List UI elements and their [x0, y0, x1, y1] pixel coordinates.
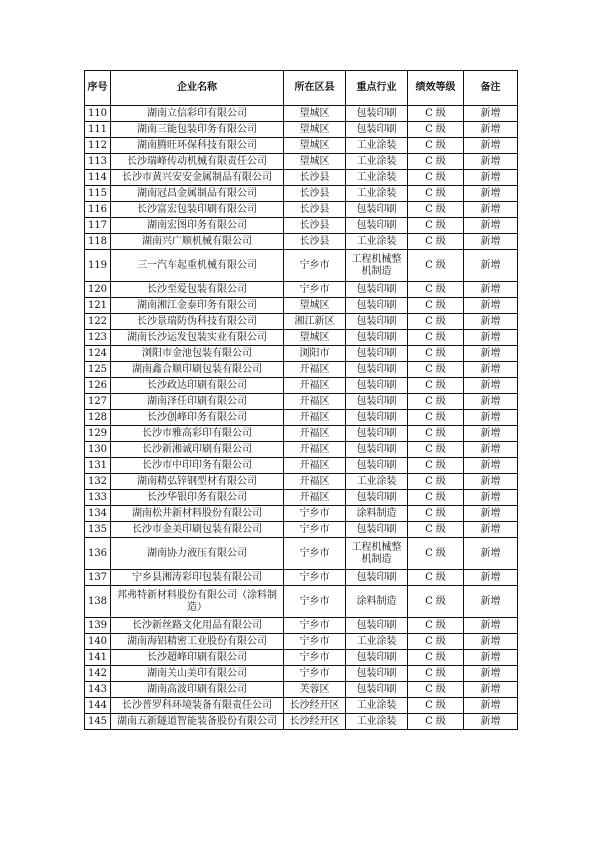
district: 长沙县: [284, 202, 346, 218]
industry: 包装印刷: [346, 218, 408, 234]
district: 宁乡市: [284, 618, 346, 634]
district: 长沙经开区: [284, 698, 346, 714]
table-row: [85, 314, 518, 330]
company-name: 长沙新湘诚印刷有限公司: [111, 442, 284, 458]
performance-grade: C 级: [408, 218, 464, 234]
performance-grade: C 级: [408, 442, 464, 458]
company-name: 湖南松井新材料股份有限公司: [111, 506, 284, 522]
table-body: [85, 106, 518, 730]
performance-grade: C 级: [408, 522, 464, 538]
table-row: [85, 170, 518, 186]
row-number: 128: [85, 410, 111, 426]
district: 宁乡市: [284, 666, 346, 682]
district: 望城区: [284, 330, 346, 346]
table-header: [85, 71, 518, 106]
industry: 包装印刷: [346, 522, 408, 538]
company-name: 湖南高波印刷有限公司: [111, 682, 284, 698]
district: 浏阳市: [284, 346, 346, 362]
performance-grade: C 级: [408, 682, 464, 698]
remark: 新增: [464, 426, 518, 442]
table-row: [85, 330, 518, 346]
table-row: [85, 426, 518, 442]
remark: 新增: [464, 298, 518, 314]
row-number: 114: [85, 170, 111, 186]
remark: 新增: [464, 314, 518, 330]
company-name: 长沙创峰印务有限公司: [111, 410, 284, 426]
remark: 新增: [464, 586, 518, 618]
performance-grade: C 级: [408, 298, 464, 314]
industry: 工业涂装: [346, 154, 408, 170]
performance-grade: C 级: [408, 362, 464, 378]
industry: 包装印刷: [346, 362, 408, 378]
performance-grade: C 级: [408, 282, 464, 298]
performance-grade: C 级: [408, 170, 464, 186]
performance-grade: C 级: [408, 698, 464, 714]
district: 望城区: [284, 106, 346, 122]
district: 宁乡市: [284, 282, 346, 298]
district: 长沙县: [284, 170, 346, 186]
table-row: [85, 378, 518, 394]
row-number: 139: [85, 618, 111, 634]
district: 宁乡市: [284, 506, 346, 522]
district: 望城区: [284, 138, 346, 154]
district: 宁乡市: [284, 538, 346, 570]
industry: 包装印刷: [346, 106, 408, 122]
district: 宁乡市: [284, 586, 346, 618]
table-row: [85, 186, 518, 202]
row-number: 121: [85, 298, 111, 314]
industry: 包装印刷: [346, 378, 408, 394]
row-number: 135: [85, 522, 111, 538]
performance-grade: C 级: [408, 202, 464, 218]
industry: 涂料制造: [346, 506, 408, 522]
row-number: 143: [85, 682, 111, 698]
row-number: 112: [85, 138, 111, 154]
table-row: [85, 282, 518, 298]
performance-grade: C 级: [408, 666, 464, 682]
industry: 包装印刷: [346, 282, 408, 298]
remark: 新增: [464, 650, 518, 666]
performance-grade: C 级: [408, 186, 464, 202]
header-number: 序号: [85, 71, 111, 106]
company-name: 湖南精弘锌钢型材有限公司: [111, 474, 284, 490]
table-row: [85, 442, 518, 458]
district: 开福区: [284, 362, 346, 378]
table-row: [85, 298, 518, 314]
remark: 新增: [464, 138, 518, 154]
performance-grade: C 级: [408, 618, 464, 634]
table-row: [85, 458, 518, 474]
table-row: [85, 570, 518, 586]
row-number: 131: [85, 458, 111, 474]
remark: 新增: [464, 490, 518, 506]
company-name: 湖南五新隧道智能装备股份有限公司: [111, 714, 284, 730]
district: 宁乡市: [284, 250, 346, 282]
table-row: [85, 410, 518, 426]
remark: 新增: [464, 474, 518, 490]
table-row: [85, 154, 518, 170]
remark: 新增: [464, 346, 518, 362]
row-number: 116: [85, 202, 111, 218]
table-row: [85, 394, 518, 410]
performance-grade: C 级: [408, 714, 464, 730]
industry: 包装印刷: [346, 394, 408, 410]
district: 长沙县: [284, 218, 346, 234]
performance-grade: C 级: [408, 506, 464, 522]
row-number: 127: [85, 394, 111, 410]
row-number: 137: [85, 570, 111, 586]
district: 长沙经开区: [284, 714, 346, 730]
district: 望城区: [284, 298, 346, 314]
company-name: 湖南三能包装印务有限公司: [111, 122, 284, 138]
remark: 新增: [464, 458, 518, 474]
industry: 包装印刷: [346, 426, 408, 442]
company-name: 宁乡县湘涛彩印包装有限公司: [111, 570, 284, 586]
row-number: 145: [85, 714, 111, 730]
table-row: [85, 250, 518, 282]
industry: 包装印刷: [346, 122, 408, 138]
performance-grade: C 级: [408, 634, 464, 650]
row-number: 120: [85, 282, 111, 298]
industry: 包装印刷: [346, 202, 408, 218]
company-name: 长沙市金美印刷包装有限公司: [111, 522, 284, 538]
table-row: [85, 362, 518, 378]
row-number: 140: [85, 634, 111, 650]
row-number: 111: [85, 122, 111, 138]
district: 开福区: [284, 394, 346, 410]
remark: 新增: [464, 378, 518, 394]
performance-grade: C 级: [408, 570, 464, 586]
company-name: 浏阳市金池包装有限公司: [111, 346, 284, 362]
industry: 包装印刷: [346, 298, 408, 314]
industry: 工业涂装: [346, 138, 408, 154]
company-name: 长沙瑞峰传动机械有限责任公司: [111, 154, 284, 170]
enterprise-table: [84, 70, 518, 730]
industry: 涂料制造: [346, 586, 408, 618]
table-row: [85, 682, 518, 698]
industry: 包装印刷: [346, 490, 408, 506]
company-name: 长沙至爱包装有限公司: [111, 282, 284, 298]
district: 开福区: [284, 474, 346, 490]
industry: 包装印刷: [346, 346, 408, 362]
performance-grade: C 级: [408, 538, 464, 570]
remark: 新增: [464, 506, 518, 522]
header-company-name: 企业名称: [111, 71, 284, 106]
industry: 包装印刷: [346, 682, 408, 698]
row-number: 122: [85, 314, 111, 330]
remark: 新增: [464, 698, 518, 714]
performance-grade: C 级: [408, 314, 464, 330]
district: 开福区: [284, 378, 346, 394]
remark: 新增: [464, 410, 518, 426]
table-row: [85, 714, 518, 730]
industry: 包装印刷: [346, 330, 408, 346]
industry: 工业涂装: [346, 474, 408, 490]
performance-grade: C 级: [408, 234, 464, 250]
remark: 新增: [464, 442, 518, 458]
table-row: [85, 346, 518, 362]
remark: 新增: [464, 122, 518, 138]
remark: 新增: [464, 618, 518, 634]
table-row: [85, 698, 518, 714]
table-row: [85, 522, 518, 538]
company-name: 湖南泽任印刷有限公司: [111, 394, 284, 410]
row-number: 129: [85, 426, 111, 442]
performance-grade: C 级: [408, 138, 464, 154]
industry: 工业涂装: [346, 698, 408, 714]
industry: 工程机械整机制造: [346, 250, 408, 282]
district: 开福区: [284, 442, 346, 458]
remark: 新增: [464, 330, 518, 346]
company-name: 湖南海铝精密工业股份有限公司: [111, 634, 284, 650]
performance-grade: C 级: [408, 378, 464, 394]
remark: 新增: [464, 282, 518, 298]
row-number: 134: [85, 506, 111, 522]
performance-grade: C 级: [408, 586, 464, 618]
row-number: 136: [85, 538, 111, 570]
row-number: 115: [85, 186, 111, 202]
company-name: 湖南协力液压有限公司: [111, 538, 284, 570]
industry: 包装印刷: [346, 650, 408, 666]
row-number: 130: [85, 442, 111, 458]
company-name: 湖南立信彩印有限公司: [111, 106, 284, 122]
industry: 工业涂装: [346, 634, 408, 650]
company-name: 长沙市雅高彩印有限公司: [111, 426, 284, 442]
district: 开福区: [284, 490, 346, 506]
industry: 包装印刷: [346, 618, 408, 634]
table-row: [85, 650, 518, 666]
remark: 新增: [464, 250, 518, 282]
company-name: 长沙超峰印刷有限公司: [111, 650, 284, 666]
district: 宁乡市: [284, 522, 346, 538]
row-number: 126: [85, 378, 111, 394]
row-number: 144: [85, 698, 111, 714]
table-row: [85, 618, 518, 634]
row-number: 117: [85, 218, 111, 234]
company-name: 湖南宏图印务有限公司: [111, 218, 284, 234]
remark: 新增: [464, 666, 518, 682]
company-name: 湖南关山美印有限公司: [111, 666, 284, 682]
company-name: 邦弗特新材料股份有限公司（涂料制造）: [111, 586, 284, 618]
company-name: 湖南冠昌金属制品有限公司: [111, 186, 284, 202]
performance-grade: C 级: [408, 330, 464, 346]
remark: 新增: [464, 538, 518, 570]
table-row: [85, 106, 518, 122]
performance-grade: C 级: [408, 490, 464, 506]
company-name: 湖南湘江金泰印务有限公司: [111, 298, 284, 314]
company-name: 长沙市中印印务有限公司: [111, 458, 284, 474]
industry: 包装印刷: [346, 570, 408, 586]
header-district: 所在区县: [284, 71, 346, 106]
district: 望城区: [284, 122, 346, 138]
table-row: [85, 538, 518, 570]
district: 开福区: [284, 458, 346, 474]
performance-grade: C 级: [408, 122, 464, 138]
row-number: 138: [85, 586, 111, 618]
row-number: 113: [85, 154, 111, 170]
company-name: 长沙政达印刷有限公司: [111, 378, 284, 394]
row-number: 141: [85, 650, 111, 666]
company-name: 湖南腾旺环保科技有限公司: [111, 138, 284, 154]
district: 开福区: [284, 426, 346, 442]
header-row: [85, 71, 518, 106]
company-name: 长沙景瑞防伪科技有限公司: [111, 314, 284, 330]
industry: 工业涂装: [346, 714, 408, 730]
row-number: 123: [85, 330, 111, 346]
table-row: [85, 474, 518, 490]
performance-grade: C 级: [408, 106, 464, 122]
industry: 工程机械整机制造: [346, 538, 408, 570]
row-number: 118: [85, 234, 111, 250]
company-name: 湖南兴广顺机械有限公司: [111, 234, 284, 250]
performance-grade: C 级: [408, 650, 464, 666]
performance-grade: C 级: [408, 410, 464, 426]
performance-grade: C 级: [408, 474, 464, 490]
table-row: [85, 234, 518, 250]
row-number: 132: [85, 474, 111, 490]
remark: 新增: [464, 714, 518, 730]
district: 宁乡市: [284, 634, 346, 650]
remark: 新增: [464, 570, 518, 586]
industry: 工业涂装: [346, 170, 408, 186]
table-row: [85, 490, 518, 506]
remark: 新增: [464, 106, 518, 122]
table-row: [85, 634, 518, 650]
performance-grade: C 级: [408, 154, 464, 170]
table-row: [85, 586, 518, 618]
performance-grade: C 级: [408, 394, 464, 410]
district: 望城区: [284, 154, 346, 170]
remark: 新增: [464, 634, 518, 650]
industry: 包装印刷: [346, 314, 408, 330]
row-number: 124: [85, 346, 111, 362]
row-number: 125: [85, 362, 111, 378]
row-number: 110: [85, 106, 111, 122]
company-name: 三一汽车起重机械有限公司: [111, 250, 284, 282]
remark: 新增: [464, 522, 518, 538]
industry: 包装印刷: [346, 666, 408, 682]
industry: 包装印刷: [346, 410, 408, 426]
remark: 新增: [464, 682, 518, 698]
performance-grade: C 级: [408, 250, 464, 282]
remark: 新增: [464, 154, 518, 170]
table-row: [85, 138, 518, 154]
performance-grade: C 级: [408, 346, 464, 362]
performance-grade: C 级: [408, 458, 464, 474]
row-number: 119: [85, 250, 111, 282]
company-name: 长沙富宏包装印刷有限公司: [111, 202, 284, 218]
district: 湘江新区: [284, 314, 346, 330]
industry: 工业涂装: [346, 234, 408, 250]
remark: 新增: [464, 218, 518, 234]
table-row: [85, 218, 518, 234]
company-name: 长沙新丝路文化用品有限公司: [111, 618, 284, 634]
header-performance-grade: 绩效等级: [408, 71, 464, 106]
company-name: 长沙普罗科环境装备有限责任公司: [111, 698, 284, 714]
company-name: 长沙市黄兴安安金属制品有限公司: [111, 170, 284, 186]
remark: 新增: [464, 170, 518, 186]
table-row: [85, 506, 518, 522]
header-remarks: 备注: [464, 71, 518, 106]
remark: 新增: [464, 186, 518, 202]
district: 长沙县: [284, 234, 346, 250]
table-row: [85, 666, 518, 682]
industry: 包装印刷: [346, 458, 408, 474]
row-number: 142: [85, 666, 111, 682]
remark: 新增: [464, 394, 518, 410]
district: 长沙县: [284, 186, 346, 202]
remark: 新增: [464, 202, 518, 218]
district: 芙蓉区: [284, 682, 346, 698]
district: 宁乡市: [284, 570, 346, 586]
row-number: 133: [85, 490, 111, 506]
remark: 新增: [464, 234, 518, 250]
table-row: [85, 202, 518, 218]
district: 宁乡市: [284, 650, 346, 666]
performance-grade: C 级: [408, 426, 464, 442]
company-name: 湖南鑫合顺印刷包装有限公司: [111, 362, 284, 378]
company-name: 长沙华银印务有限公司: [111, 490, 284, 506]
header-industry: 重点行业: [346, 71, 408, 106]
company-name: 湖南长沙运发包装实业有限公司: [111, 330, 284, 346]
remark: 新增: [464, 362, 518, 378]
industry: 工业涂装: [346, 186, 408, 202]
industry: 包装印刷: [346, 442, 408, 458]
table-row: [85, 122, 518, 138]
district: 开福区: [284, 410, 346, 426]
